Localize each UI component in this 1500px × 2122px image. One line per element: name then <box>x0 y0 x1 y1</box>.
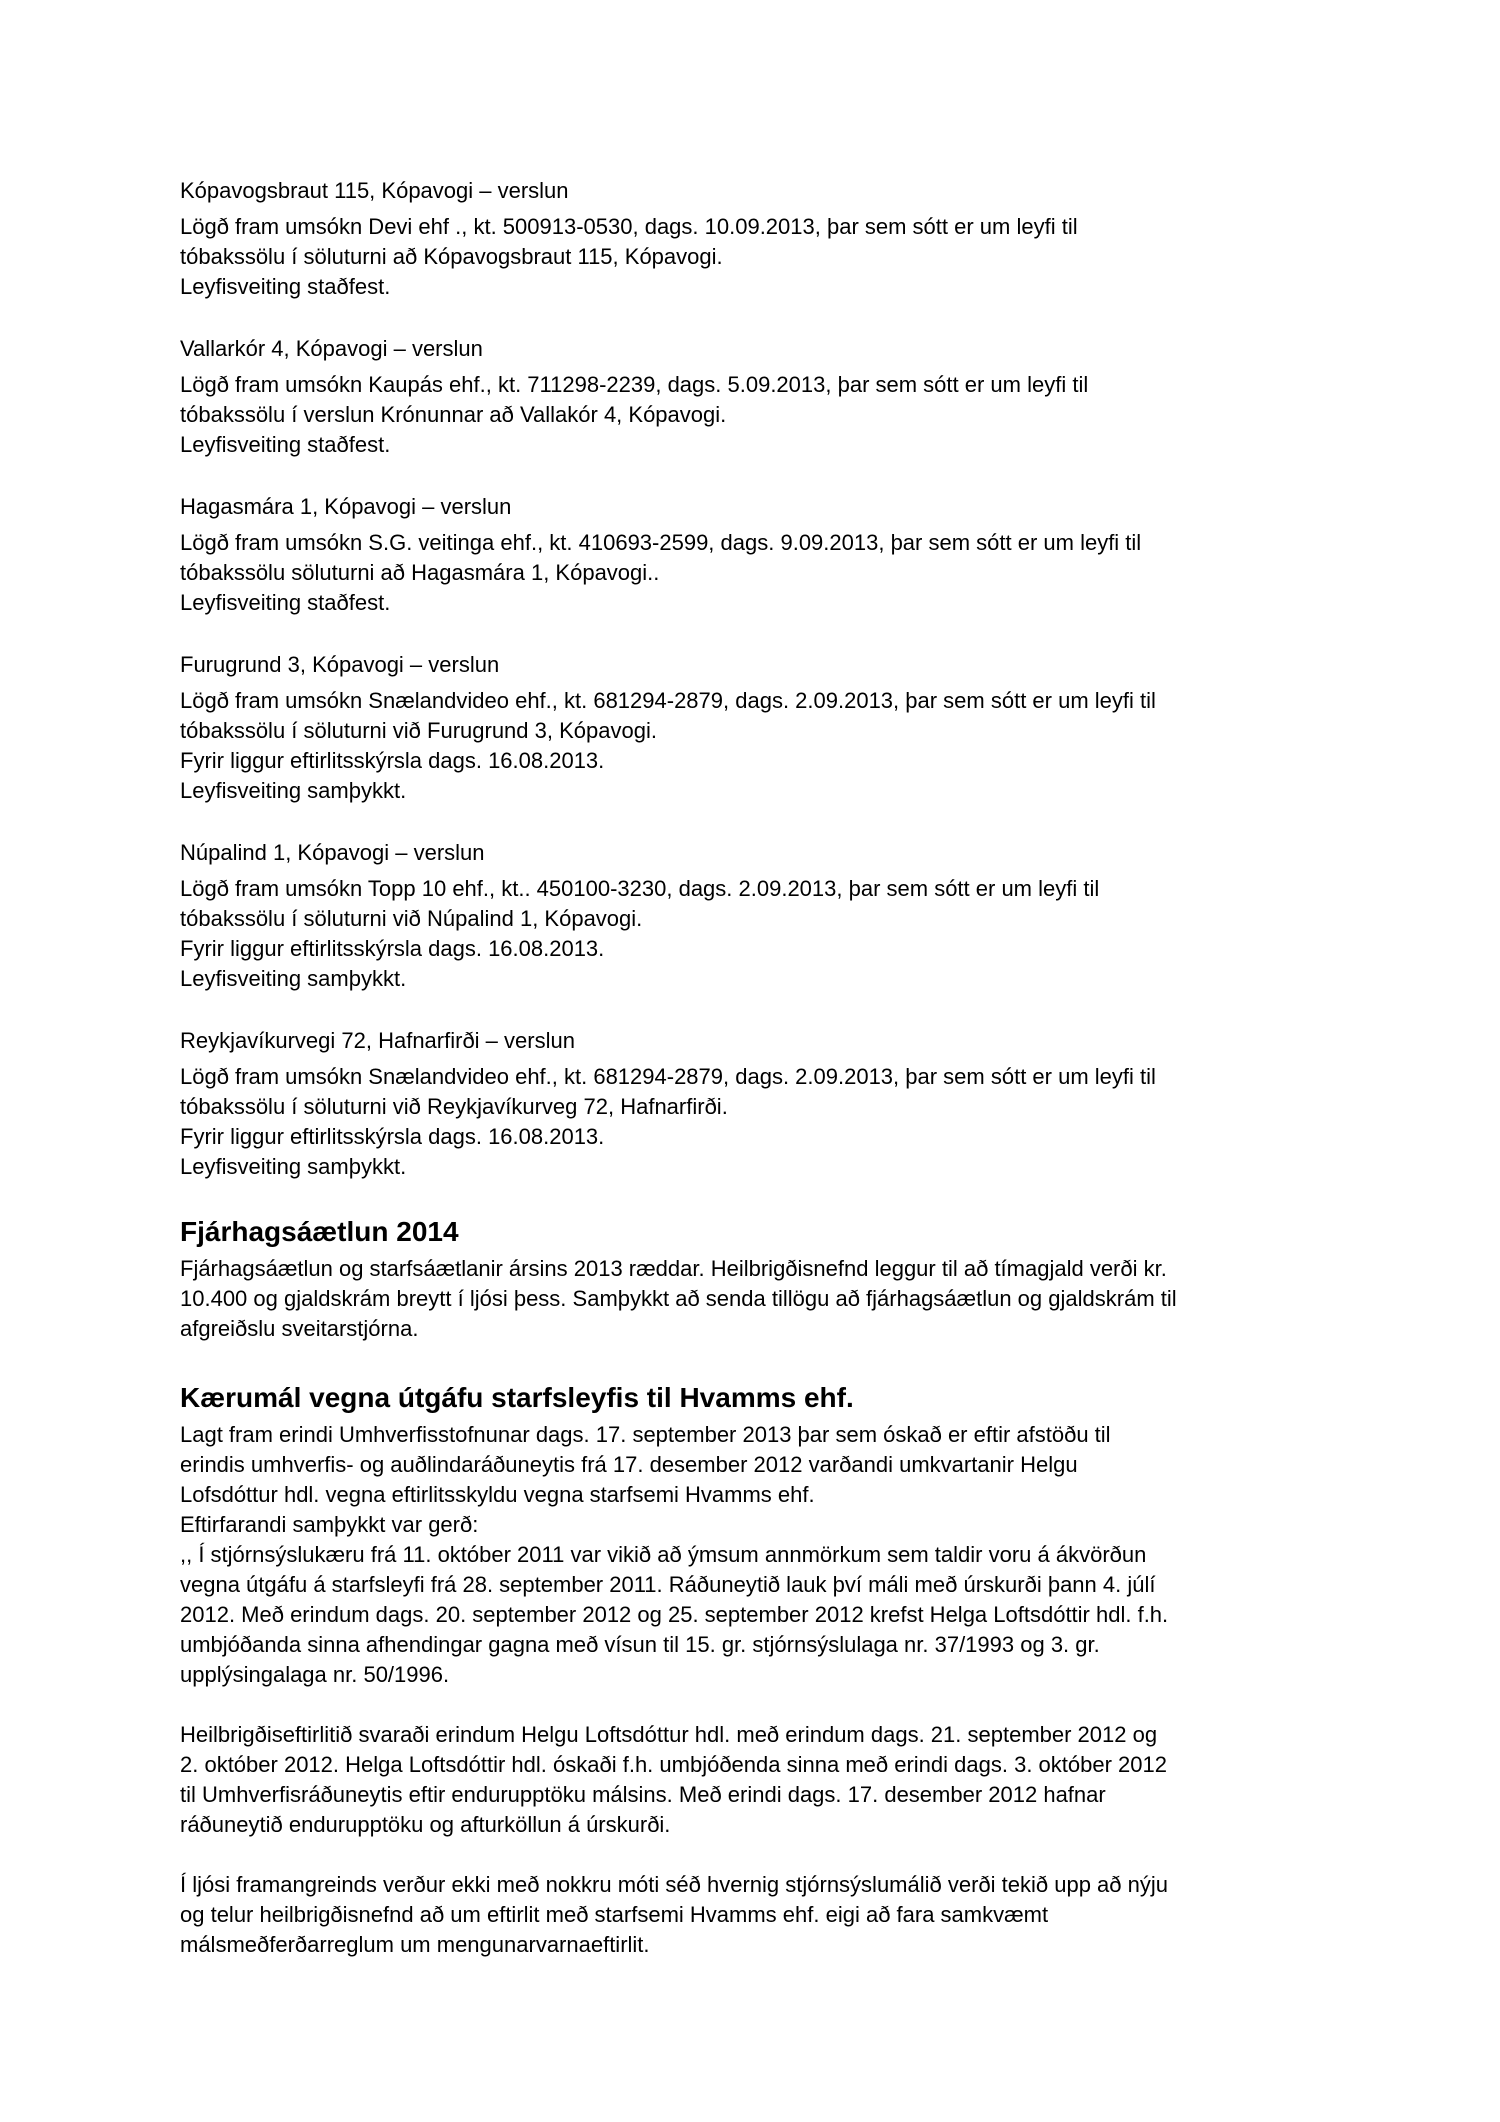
complaint-heading: Kærumál vegna útgáfu starfsleyfis til Hvamms ehf. <box>180 1382 854 1413</box>
budget-section <box>180 1214 1360 1344</box>
paragraph-line: 2. október 2012. Helga Loftsdóttir hdl. óskaði f.h. umbjóðenda sinna með erindi dags. 3. október 2012 <box>180 1752 1167 1777</box>
paragraph-line: umbjóðanda sinna afhendingar gagna með vísun til 15. gr. stjórnsýslulaga nr. 37/1993 og 3. gr. <box>180 1632 1100 1657</box>
license-entry <box>180 838 1360 994</box>
license-entry <box>180 1026 1360 1182</box>
entry-line: Lögð fram umsókn Kaupás ehf., kt. 711298-2239, dags. 5.09.2013, þar sem sótt er um leyfi til <box>180 372 1089 397</box>
entry-line: tóbakssölu í söluturni við Reykjavíkurveg 72, Hafnarfirði. <box>180 1094 728 1119</box>
entry-line: Lögð fram umsókn Topp 10 ehf., kt.. 450100-3230, dags. 2.09.2013, þar sem sótt er um leyfi til <box>180 876 1100 901</box>
complaint-paragraph <box>180 1420 1360 1690</box>
paragraph-line: til Umhverfisráðuneytis eftir endurupptöku málsins. Með erindi dags. 17. desember 2012 hafnar <box>180 1782 1106 1807</box>
license-entry <box>180 650 1360 806</box>
entry-line: Leyfisveiting staðfest. <box>180 274 391 299</box>
entry-line: tóbakssölu söluturni að Hagasmára 1, Kópavogi.. <box>180 560 660 585</box>
entry-line: Lögð fram umsókn Snælandvideo ehf., kt. 681294-2879, dags. 2.09.2013, þar sem sótt er um leyfi til <box>180 688 1156 713</box>
complaint-paragraph <box>180 1720 1360 1840</box>
license-entry <box>180 176 1360 302</box>
budget-line: Fjárhagsáætlun og starfsáætlanir ársins 2013 ræddar. Heilbrigðisnefnd leggur til að tímagjald verði kr. <box>180 1256 1167 1281</box>
entry-title: Reykjavíkurvegi 72, Hafnarfirði – verslun <box>180 1028 575 1053</box>
paragraph-line: Eftirfarandi samþykkt var gerð: <box>180 1512 479 1537</box>
entry-line: Leyfisveiting samþykkt. <box>180 966 407 991</box>
entry-line: Leyfisveiting staðfest. <box>180 432 391 457</box>
paragraph-line: málsmeðferðarreglum um mengunarvarnaeftirlit. <box>180 1932 650 1957</box>
paragraph-line: vegna útgáfu á starfsleyfi frá 28. september 2011. Ráðuneytið lauk því máli með úrskurði þann 4. júlí <box>180 1572 1156 1597</box>
entry-title: Kópavogsbraut 115, Kópavogi – verslun <box>180 178 569 203</box>
entry-line: Lögð fram umsókn Devi ehf ., kt. 500913-0530, dags. 10.09.2013, þar sem sótt er um leyfi til <box>180 214 1078 239</box>
entry-line: Fyrir liggur eftirlitsskýrsla dags. 16.08.2013. <box>180 936 605 961</box>
complaint-section <box>180 1380 1360 1960</box>
complaint-paragraph <box>180 1870 1360 1960</box>
paragraph-line: ráðuneytið endurupptöku og afturköllun á úrskurði. <box>180 1812 671 1837</box>
paragraph-line: Heilbrigðiseftirlitið svaraði erindum Helgu Loftsdóttur hdl. með erindum dags. 21. september 2012 og <box>180 1722 1158 1747</box>
paragraph-line: 2012. Með erindum dags. 20. september 2012 og 25. september 2012 krefst Helga Loftsdóttir hdl. f.h. <box>180 1602 1169 1627</box>
paragraph-line: ,, Í stjórnsýslukæru frá 11. október 2011 var vikið að ýmsum annmörkum sem taldir voru á ákvörðun <box>180 1542 1147 1567</box>
paragraph-line: Í ljósi framangreinds verður ekki með nokkru móti séð hvernig stjórnsýslumálið verði tekið upp að nýju <box>180 1872 1169 1897</box>
entry-title: Furugrund 3, Kópavogi – verslun <box>180 652 500 677</box>
entry-line: tóbakssölu í söluturni við Núpalind 1, Kópavogi. <box>180 906 643 931</box>
entry-line: tóbakssölu í verslun Krónunnar að Vallakór 4, Kópavogi. <box>180 402 727 427</box>
entry-line: Fyrir liggur eftirlitsskýrsla dags. 16.08.2013. <box>180 748 605 773</box>
entry-line: Lögð fram umsókn Snælandvideo ehf., kt. 681294-2879, dags. 2.09.2013, þar sem sótt er um leyfi til <box>180 1064 1156 1089</box>
entry-line: Leyfisveiting staðfest. <box>180 590 391 615</box>
entry-line: Leyfisveiting samþykkt. <box>180 778 407 803</box>
entry-line: tóbakssölu í söluturni að Kópavogsbraut 115, Kópavogi. <box>180 244 723 269</box>
entry-line: Leyfisveiting samþykkt. <box>180 1154 407 1179</box>
entry-line: Fyrir liggur eftirlitsskýrsla dags. 16.08.2013. <box>180 1124 605 1149</box>
entry-title: Vallarkór 4, Kópavogi – verslun <box>180 336 483 361</box>
license-entry <box>180 334 1360 460</box>
paragraph-line: erindis umhverfis- og auðlindaráðuneytis frá 17. desember 2012 varðandi umkvartanir Helgu <box>180 1452 1078 1477</box>
paragraph-line: og telur heilbrigðisnefnd að um eftirlit með starfsemi Hvamms ehf. eigi að fara samkvæmt <box>180 1902 1049 1927</box>
entry-line: Lögð fram umsókn S.G. veitinga ehf., kt. 410693-2599, dags. 9.09.2013, þar sem sótt er um leyfi til <box>180 530 1142 555</box>
license-entry <box>180 492 1360 618</box>
entry-title: Núpalind 1, Kópavogi – verslun <box>180 840 485 865</box>
paragraph-line: Lagt fram erindi Umhverfisstofnunar dags. 17. september 2013 þar sem óskað er eftir afstöðu til <box>180 1422 1111 1447</box>
budget-line: afgreiðslu sveitarstjórna. <box>180 1316 419 1341</box>
budget-heading: Fjárhagsáætlun 2014 <box>180 1216 459 1247</box>
document-content <box>180 176 1360 1990</box>
paragraph-line: upplýsingalaga nr. 50/1996. <box>180 1662 450 1687</box>
entry-line: tóbakssölu í söluturni við Furugrund 3, Kópavogi. <box>180 718 657 743</box>
paragraph-line: Lofsdóttur hdl. vegna eftirlitsskyldu vegna starfsemi Hvamms ehf. <box>180 1482 815 1507</box>
entry-title: Hagasmára 1, Kópavogi – verslun <box>180 494 512 519</box>
budget-line: 10.400 og gjaldskrám breytt í ljósi þess. Samþykkt að senda tillögu að fjárhagsáætlun og gjaldskrám til <box>180 1286 1177 1311</box>
